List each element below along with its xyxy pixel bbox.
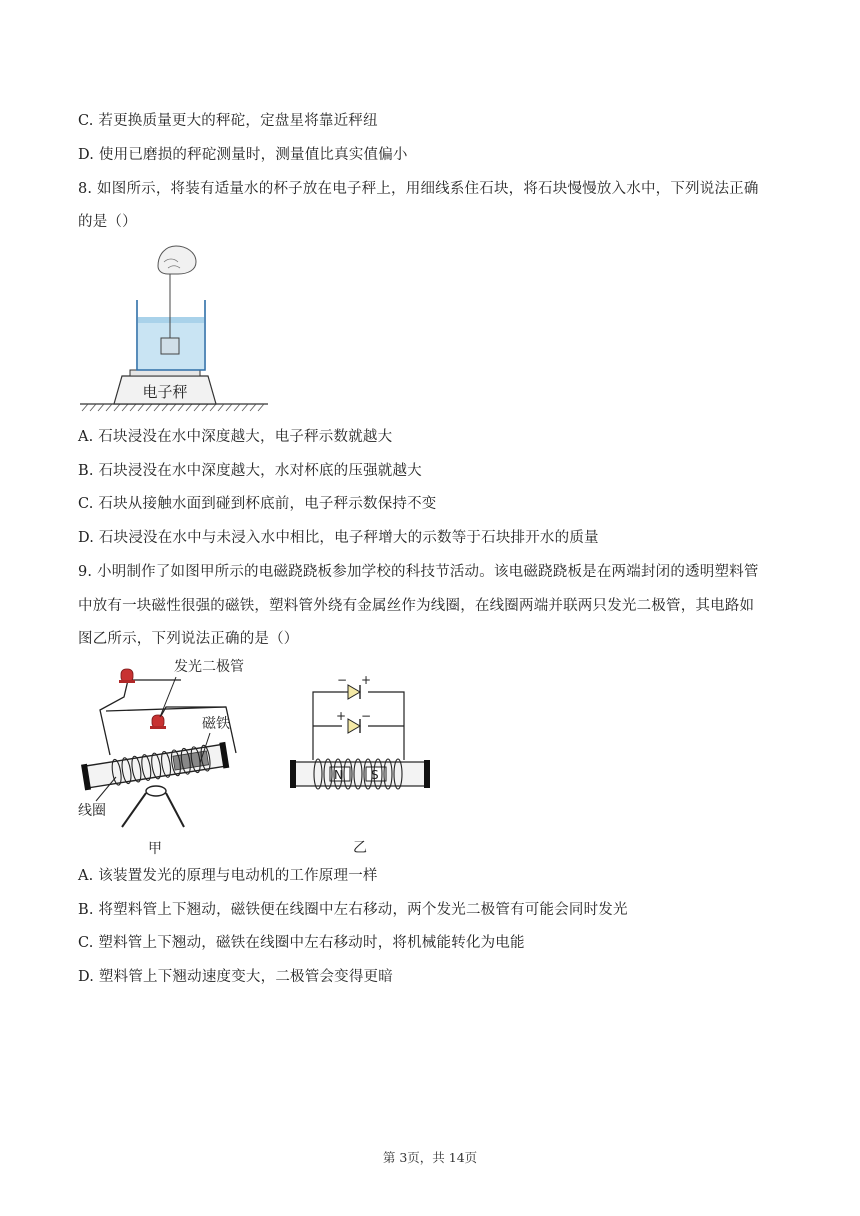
diode2-plus: + [336,709,347,723]
q9-figure-yi-svg [282,664,442,859]
page-footer: 第 3页，共 14页 [382,1150,478,1165]
magnet-label: 磁铁 [202,716,230,732]
q9-stem-line1: 9. 小明制作了如图甲所示的电磁跷跷板参加学校的科技节活动。该电磁跷跷板是在两端封闭的透明塑料管 [78,564,759,580]
q9-option-b: B. 将塑料管上下翘动，磁铁便在线圈中左右移动，两个发光二极管有可能会同时发光 [78,902,628,918]
diode2-minus: − [361,709,372,723]
pole-n-label: N [334,768,343,782]
q8-stem-line2: 的是（） [78,214,137,230]
q9-option-c: C. 塑料管上下翘动，磁铁在线圈中左右移动时，将机械能转化为电能 [78,935,525,951]
q8-option-a: A. 石块浸没在水中深度越大，电子秤示数就越大 [78,429,393,445]
diode1-plus: + [361,673,372,687]
coil-label: 线圈 [78,803,106,819]
q9-option-d: D. 塑料管上下翘动速度变大，二极管会变得更暗 [78,969,393,985]
diode1-minus: − [337,673,348,687]
q9-figure-jia-svg [76,655,266,860]
q9-figure-yi [282,664,442,859]
q8-option-b: B. 石块浸没在水中深度越大，水对杯底的压强就越大 [78,463,422,479]
stand-leg-right [166,793,184,827]
scale-label: 电子秤 [142,383,188,401]
figure-yi-caption: 乙 [353,840,367,856]
q8-figure-svg [78,240,270,415]
scale-plate [130,370,200,376]
pole-s-label: S [371,768,379,782]
q8-figure [78,240,270,415]
q8-option-c: C. 石块从接触水面到碰到杯底前，电子秤示数保持不变 [78,496,437,512]
q9-option-a: A. 该装置发光的原理与电动机的工作原理一样 [78,868,378,884]
stand-leg-left [122,793,146,827]
q7-option-c: C. 若更换质量更大的秤砣，定盘星将靠近秤纽 [78,113,378,129]
q9-stem-line2: 中放有一块磁性很强的磁铁，塑料管外绕有金属丝作为线圈，在线圈两端并联两只发光二极管，其电路如 [78,598,755,614]
q7-option-d: D. 使用已磨损的秤砣测量时，测量值比真实值偏小 [78,147,408,163]
ground-hatch [82,404,264,411]
q8-stem-line1: 8. 如图所示，将装有适量水的杯子放在电子秤上，用细线系住石块，将石块慢慢放入水中，下列说法正确 [78,181,759,197]
q9-figure-jia [76,655,266,860]
q9-stem-line3: 图乙所示，下列说法正确的是（） [78,631,299,647]
q8-option-d: D. 石块浸没在水中与未浸入水中相比，电子秤增大的示数等于石块排开水的质量 [78,530,599,546]
led-label: 发光二极管 [174,659,244,675]
hand-icon [158,246,196,274]
stone [161,338,179,354]
plastic-tube [292,762,428,786]
figure-jia-caption: 甲 [148,841,162,857]
